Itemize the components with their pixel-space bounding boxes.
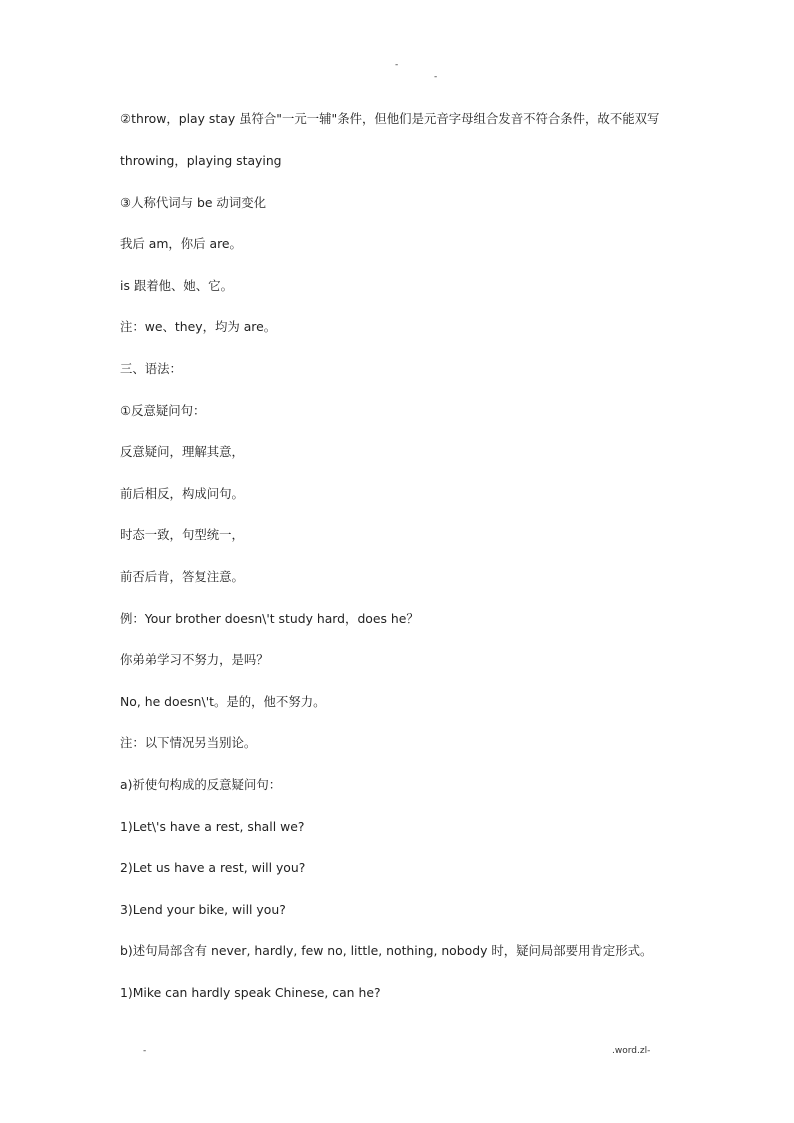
text-line: is 跟着他、她、它。	[120, 278, 233, 293]
text-line: 我后 am，你后 are。	[120, 236, 242, 251]
header-mark-top: -	[395, 60, 399, 70]
text-line: b)述句局部含有 never, hardly, few no, little, nothing, nobody 时，疑问局部要用肯定形式。	[120, 943, 653, 958]
text-line: 时态一致，句型统一，	[120, 527, 244, 542]
example-line: 2)Let us have a rest, will you?	[120, 860, 306, 875]
text-line: 前后相反，构成问句。	[120, 486, 244, 501]
text-line: a)祈使句构成的反意疑问句：	[120, 777, 282, 792]
text-line: 注：we、they，均为 are。	[120, 319, 277, 334]
subsection-heading: ①反意疑问句：	[120, 403, 206, 418]
text-line: throwing，playing staying	[120, 153, 282, 168]
text-line: 注：以下情况另当别论。	[120, 735, 257, 750]
footer-right: .word.zl-	[612, 1046, 651, 1056]
text-line: 前否后肯，答复注意。	[120, 569, 244, 584]
text-line: 你弟弟学习不努力，是吗？	[120, 652, 269, 667]
example-line: 1)Let\'s have a rest, shall we?	[120, 819, 305, 834]
text-line: ②throw，play stay 虽符合"一元一辅"条件，但他们是元音字母组合发音不符合条件，故不能双写	[120, 111, 660, 126]
text-line: ③人称代词与 be 动词变化	[120, 195, 266, 210]
footer-left: -	[143, 1046, 147, 1056]
text-line: No, he doesn\'t。是的，他不努力。	[120, 694, 326, 709]
header-mark-bottom: -	[434, 72, 438, 82]
text-line: 反意疑问，理解其意，	[120, 444, 244, 459]
example-line: 3)Lend your bike, will you?	[120, 902, 286, 917]
example-line: 例：Your brother doesn\'t study hard，does he？	[120, 611, 419, 626]
example-line: 1)Mike can hardly speak Chinese, can he?	[120, 985, 381, 1000]
section-heading: 三、语法：	[120, 361, 182, 376]
